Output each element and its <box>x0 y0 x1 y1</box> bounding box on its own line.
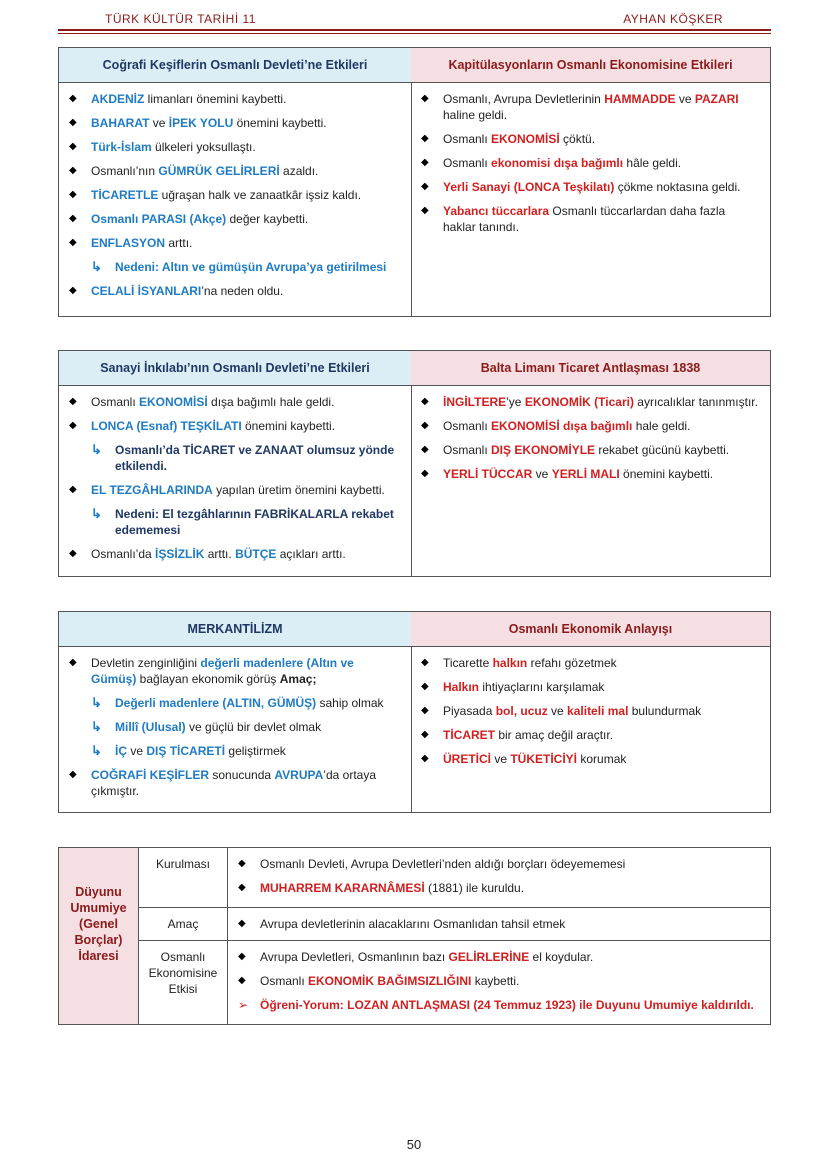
list-item: ◆ Osmanlı’da İŞSİZLİK arttı. BÜTÇE açıkları arttı. <box>69 547 346 561</box>
list-item: ◆ Osmanlı EKONOMİSİ dışa bağımlı hale geldi. <box>421 419 691 433</box>
list-item: ◆ Yerli Sanayi (LONCA Teşkilatı) çökme noktasına geldi. <box>421 180 741 194</box>
list-item: ◆ Piyasada bol, ucuz ve kaliteli mal bulundurmak <box>421 704 702 718</box>
item-list <box>59 83 411 299</box>
list-item: ◆ Osmanlı EKONOMİK BAĞIMSIZLIĞINI kaybetti. <box>238 974 520 988</box>
row-content <box>228 908 770 940</box>
list-item: ◆ Osmanlı’nın GÜMRÜK GELİRLERİ azaldı. <box>69 164 319 178</box>
item-list <box>228 848 770 896</box>
list-item: ◆ EL TEZGÂHLARINDA yapılan üretim önemini kaybetti. <box>69 483 385 497</box>
list-item: ◆ YERLİ TÜCCAR ve YERLİ MALI önemini kaybetti. <box>421 467 714 481</box>
list-item: ◆ İNGİLTERE’ye EKONOMİK (Ticari) ayrıcalıklar tanınmıştır. <box>421 395 758 409</box>
column-left <box>59 612 412 812</box>
table-header: Kapitülasyonların Osmanlı Ekonomisine Etkileri <box>411 48 770 83</box>
table-header: Balta Limanı Ticaret Antlaşması 1838 <box>411 351 770 386</box>
list-item: ◆ Devletin zenginliğini değerli madenlere (Altın ve Gümüş) bağlayan ekonomik görüş Amaç; <box>69 656 354 686</box>
list-item: ◆ Osmanlı EKONOMİSİ çöktü. <box>421 132 596 146</box>
list-item: ◆ Avrupa Devletleri, Osmanlının bazı GELİRLERİNE el koydular. <box>238 950 594 964</box>
list-item: ◆ TİCARETLE uğraşan halk ve zanaatkâr işsiz kaldı. <box>69 188 362 202</box>
item-list <box>228 908 770 932</box>
header-author: AYHAN KÖŞKER <box>623 12 723 26</box>
list-item: ◆ Türk-İslam ülkeleri yoksullaştı. <box>69 140 256 154</box>
item-list <box>59 386 411 562</box>
row-header: Amaç <box>139 908 228 941</box>
table-sanayi-inkilabi <box>58 350 771 577</box>
list-item: ◆ Osmanlı PARASI (Akçe) değer kaybetti. <box>69 212 309 226</box>
list-item: ◆ AKDENİZ limanları önemini kaybetti. <box>69 92 287 106</box>
table-cografi-kesifler <box>58 47 771 317</box>
header-rule-thin <box>58 33 771 34</box>
list-item-text: Avrupa devletlerinin alacaklarını Osmanlıdan tahsil etmek <box>260 917 566 931</box>
list-item: ◆ MUHARREM KARARNÂMESİ (1881) ile kuruldu. <box>238 881 525 895</box>
table-row-etkisi <box>139 940 770 1025</box>
row-content <box>228 848 770 904</box>
item-list <box>411 647 770 767</box>
item-list <box>411 83 770 235</box>
column-left <box>59 351 412 576</box>
column-right <box>411 48 770 316</box>
table-header: Coğrafi Keşiflerin Osmanlı Devleti’ne Etkileri <box>59 48 411 83</box>
list-item: ◆ Yabancı tüccarlara Osmanlı tüccarlardan daha fazla haklar tanındı. <box>421 204 726 234</box>
table-header: MERKANTİLİZM <box>59 612 411 647</box>
page-header <box>0 10 828 30</box>
row-header: Osmanlı Ekonomisine Etkisi <box>139 941 228 1025</box>
list-item: ◆ Osmanlı DIŞ EKONOMİYLE rekabet gücünü kaybetti. <box>421 443 730 457</box>
column-left <box>59 48 412 316</box>
header-rule <box>58 29 771 31</box>
table-row-kurulmasi <box>139 848 770 907</box>
table-row-label: Düyunu Umumiye (Genel Borçlar) İdaresi <box>59 848 139 1024</box>
list-item: ◆ Osmanlı ekonomisi dışa bağımlı hâle geldi. <box>421 156 682 170</box>
list-item: ◆ ENFLASYON arttı. <box>69 236 193 250</box>
list-item: ◆ LONCA (Esnaf) TEŞKİLATI önemini kaybetti. <box>69 419 336 433</box>
list-item: ➢ Öğreni-Yorum: LOZAN ANTLAŞMASI (24 Temmuz 1923) ile Duyunu Umumiye kaldırıldı. <box>238 998 754 1012</box>
list-item: ◆ CELALİ İSYANLARI’na neden oldu. <box>69 284 284 298</box>
list-subitem: ↳ Nedeni: Altın ve gümüşün Avrupa’ya getirilmesi <box>91 259 387 274</box>
page-number: 50 <box>406 1137 422 1152</box>
list-item: ◆ ÜRETİCİ ve TÜKETİCİYİ korumak <box>421 752 627 766</box>
row-content <box>228 941 770 1021</box>
list-subitem: ↳ Değerli madenlere (ALTIN, GÜMÜŞ) sahip olmak <box>91 695 384 710</box>
list-item: ◆ Halkın ihtiyaçlarını karşılamak <box>421 680 605 694</box>
list-item: ◆ BAHARAT ve İPEK YOLU önemini kaybetti. <box>69 116 327 130</box>
header-book-title: TÜRK KÜLTÜR TARİHİ 11 <box>105 12 256 26</box>
list-subitem: ↳ Nedeni: El tezgâhlarının FABRİKALARLA rekabet edememesi <box>91 506 394 537</box>
item-list <box>59 647 411 799</box>
list-item: ◆ Osmanlı EKONOMİSİ dışa bağımlı hale geldi. <box>69 395 335 409</box>
list-subitem: ↳ Millî (Ulusal) ve güçlü bir devlet olmak <box>91 719 322 734</box>
item-list <box>228 941 770 1013</box>
list-item: ◆ TİCARET bir amaç değil araçtır. <box>421 728 614 742</box>
column-right <box>411 612 770 812</box>
row-header: Kurulması <box>139 848 228 907</box>
table-row-amac <box>139 907 770 941</box>
table-duyunu-umumiye <box>58 847 771 1025</box>
item-list <box>411 386 770 482</box>
list-item: ◆ COĞRAFİ KEŞİFLER sonucunda AVRUPA’da ortaya çıkmıştır. <box>69 768 376 798</box>
list-subitem: ↳ Osmanlı’da TİCARET ve ZANAAT olumsuz yönde etkilendi. <box>91 442 395 473</box>
list-item: ◆ Ticarette halkın refahı gözetmek <box>421 656 617 670</box>
table-header: Osmanlı Ekonomik Anlayışı <box>411 612 770 647</box>
list-subitem: ↳ İÇ ve DIŞ TİCARETİ geliştirmek <box>91 743 286 758</box>
list-item: ◆ Osmanlı, Avrupa Devletlerinin HAMMADDE ve PAZARI haline geldi. <box>421 92 739 122</box>
table-merkantilizm <box>58 611 771 813</box>
column-right <box>411 351 770 576</box>
list-item: ◆ Osmanlı Devleti, Avrupa Devletleri’nden aldığı borçları ödeyememesi <box>238 857 626 871</box>
table-header: Sanayi İnkılabı’nın Osmanlı Devleti’ne Etkileri <box>59 351 411 386</box>
list-item: ◆ Avrupa devletlerinin alacaklarını Osmanlıdan tahsil etmek <box>238 917 566 931</box>
